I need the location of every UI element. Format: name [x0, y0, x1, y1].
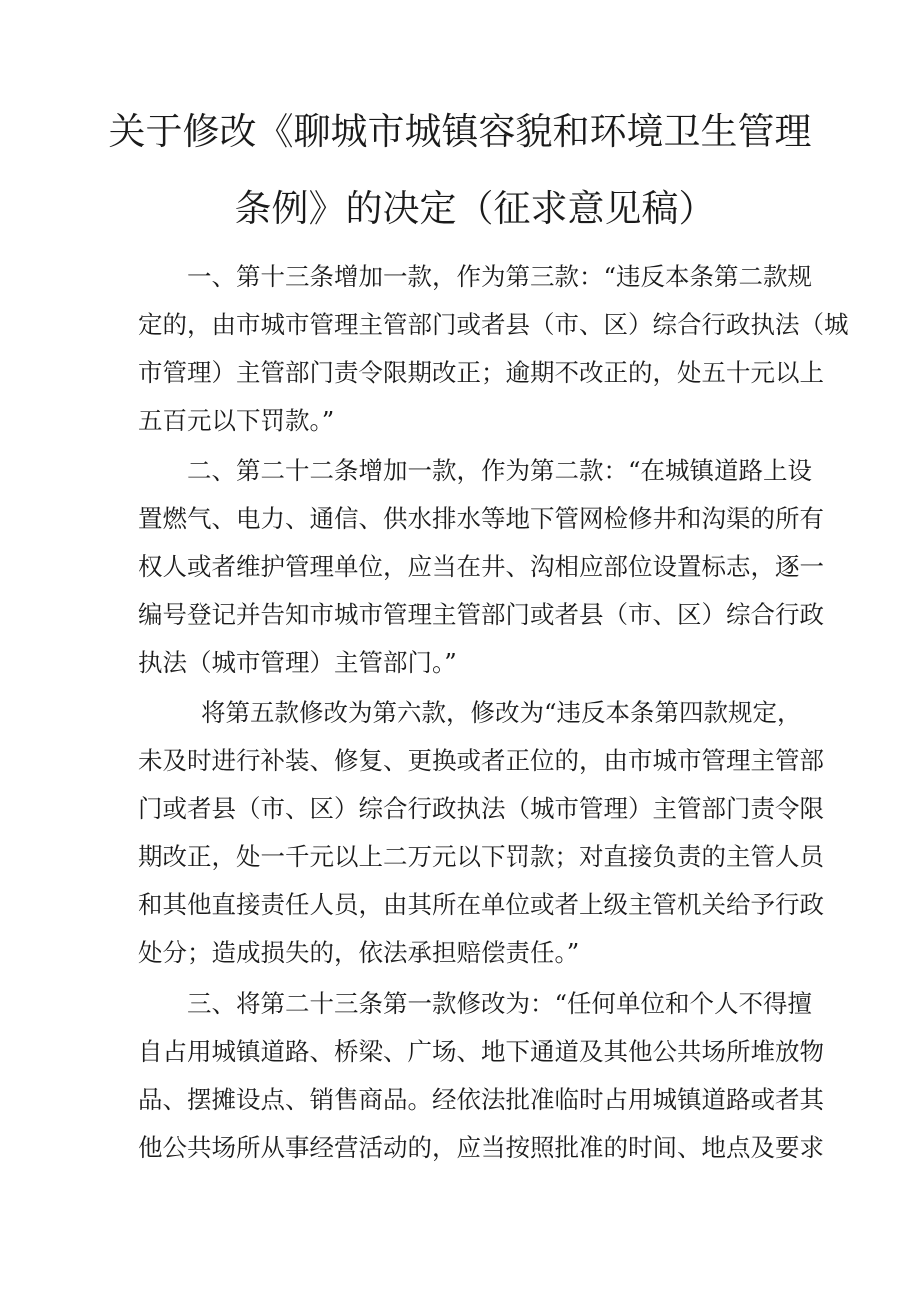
document-title-line-1: 关于修改《聊城市城镇容貌和环境卫生管理 [108, 110, 812, 153]
paragraph-line: 未及时进行补装、修复、更换或者正位的，由市城市管理主管部 [138, 746, 824, 775]
paragraph-line: 和其他直接责任人员，由其所在单位或者上级主管机关给予行政 [138, 890, 824, 919]
paragraph-line: 他公共场所从事经营活动的，应当按照批准的时间、地点及要求 [138, 1133, 824, 1162]
paragraph-line: 三、将第二十三条第一款修改为：“任何单位和个人不得擅 [187, 989, 813, 1018]
paragraph-line: 品、摆摊设点、销售商品。经依法批准临时占用城镇道路或者其 [138, 1085, 824, 1114]
paragraph-1 [138, 253, 849, 445]
paragraph-line: 执法（城市管理）主管部门。” [138, 648, 457, 677]
paragraph-3 [138, 689, 824, 977]
paragraph-line: 二、第二十二条增加一款，作为第二款：“在城镇道路上设 [187, 456, 813, 485]
paragraph-line: 市管理）主管部门责令限期改正；逾期不改正的，处五十元以上 [138, 358, 824, 387]
paragraph-line: 权人或者维护管理单位，应当在井、沟相应部位设置标志，逐一 [138, 552, 824, 581]
document-title-line-2: 条例》的决定（征求意见稿） [234, 187, 716, 230]
paragraph-2 [138, 447, 824, 687]
paragraph-4 [138, 980, 824, 1172]
paragraph-line: 将第五款修改为第六款，修改为“违反本条第四款规定， [201, 698, 802, 727]
paragraph-line: 一、第十三条增加一款，作为第三款：“违反本条第二款规 [187, 262, 813, 291]
paragraph-line: 编号登记并告知市城市管理主管部门或者县（市、区）综合行政 [138, 600, 824, 629]
paragraph-line: 置燃气、电力、通信、供水排水等地下管网检修井和沟渠的所有 [138, 504, 824, 533]
paragraph-line: 期改正，处一千元以上二万元以下罚款；对直接负责的主管人员 [138, 842, 824, 871]
paragraph-line: 处分；造成损失的，依法承担赔偿责任。” [138, 938, 580, 967]
paragraph-line: 五百元以下罚款。” [138, 406, 335, 435]
paragraph-line: 定的，由市城市管理主管部门或者县（市、区）综合行政执法（城 [138, 310, 849, 339]
paragraph-line: 门或者县（市、区）综合行政执法（城市管理）主管部门责令限 [138, 794, 824, 823]
paragraph-line: 自占用城镇道路、桥梁、广场、地下通道及其他公共场所堆放物 [138, 1037, 824, 1066]
